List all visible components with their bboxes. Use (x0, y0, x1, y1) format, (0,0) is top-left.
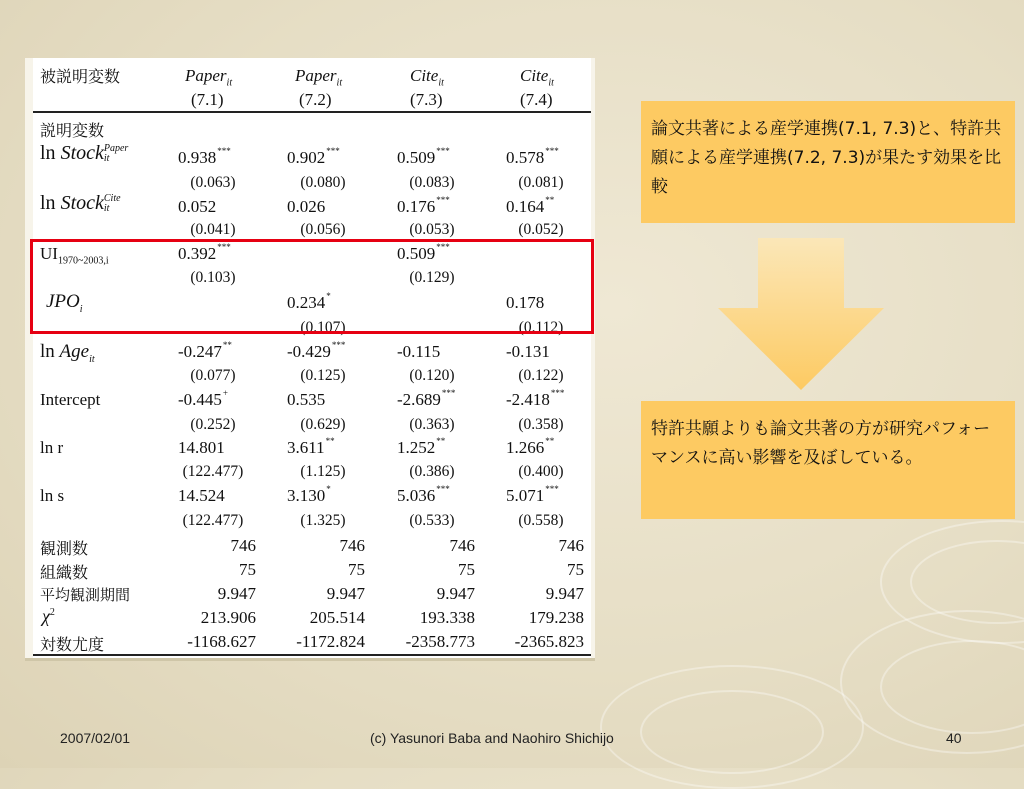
stat-cell: 746 (558, 536, 584, 555)
se-cell: (0.083) (409, 174, 455, 191)
se-cell: (1.125) (300, 463, 346, 480)
coef-cell: 0.026 (287, 197, 326, 216)
highlight-box (30, 239, 594, 334)
model-number: (7.2) (299, 90, 332, 109)
coef-cell: 0.902*** (287, 146, 340, 167)
se-cell: (0.629) (300, 416, 346, 433)
stat-cell: 193.338 (419, 608, 475, 627)
se-cell: (122.477) (182, 512, 244, 529)
model-header: Cite$_{it}$ (410, 66, 444, 89)
callout-conclusion-text: 特許共願よりも論文共著の方が研究パフォーマンスに高い影響を及ぼしている。 (651, 419, 991, 468)
se-cell: (0.358) (518, 416, 564, 433)
coef-cell: 0.392*** (178, 242, 231, 263)
se-cell: (0.252) (190, 416, 236, 433)
se-cell: (0.056) (300, 221, 346, 238)
down-arrow-icon (718, 238, 884, 390)
dependent-variable-label: 被説明変数 (40, 67, 121, 86)
stat-label: 対数尤度 (40, 635, 105, 654)
se-cell: (0.125) (300, 367, 346, 384)
se-cell: (0.080) (300, 174, 346, 191)
stat-cell: 179.238 (528, 608, 584, 627)
coef-cell: -0.131 (506, 342, 550, 361)
stat-cell: 75 (348, 560, 365, 579)
row-label-stock-paper: ln StockPaper it (40, 142, 129, 165)
row-label-ui: $UI_{1970\sim 2003,i}$ (40, 244, 109, 267)
stat-cell: 9.947 (436, 584, 475, 603)
row-label-ln-s: ln s (40, 486, 65, 505)
callout-comparison-text: 論文共著による産学連携(7.1, 7.3)と、特許共願による産学連携(7.2, 7.3)が果たす効果を比較 (651, 119, 1002, 197)
table-rule-top (33, 111, 591, 113)
coef-cell: 14.524 (178, 486, 225, 505)
coef-cell: -2.689*** (397, 388, 456, 409)
stat-cell: 75 (458, 560, 475, 579)
model-number: (7.3) (410, 90, 443, 109)
page-number: 40 (946, 730, 962, 746)
stat-cell: 9.947 (545, 584, 584, 603)
coef-cell: 1.252** (397, 436, 446, 457)
coef-cell: 0.164** (506, 195, 555, 216)
se-cell: (0.107) (300, 319, 346, 336)
row-label-jpo: $JPO_i$ (46, 291, 83, 315)
stat-cell: -2365.823 (514, 632, 584, 651)
model-header: Cite$_{it}$ (520, 66, 554, 89)
se-cell: (0.533) (409, 512, 455, 529)
callout-conclusion (641, 401, 1015, 519)
coef-cell: 5.071*** (506, 484, 559, 505)
table-rule-bottom (33, 654, 591, 656)
se-cell: (1.325) (300, 512, 346, 529)
model-header: Paper$_{it}$ (185, 66, 233, 89)
se-cell: (0.053) (409, 221, 455, 238)
se-cell: (0.120) (409, 367, 455, 384)
model-header: Paper$_{it}$ (295, 66, 343, 89)
stat-cell: 205.514 (309, 608, 365, 627)
se-cell: (0.558) (518, 512, 564, 529)
stat-cell: -2358.773 (405, 632, 475, 651)
stat-cell: 746 (449, 536, 475, 555)
stat-cell: 9.947 (217, 584, 256, 603)
stat-label: 平均観測期間 (40, 586, 131, 604)
coef-cell: -2.418*** (506, 388, 565, 409)
stat-cell: -1168.627 (187, 632, 256, 651)
row-label-ln-r: ln r (40, 438, 64, 457)
se-cell: (0.081) (518, 174, 564, 191)
callout-comparison (641, 101, 1015, 223)
stat-cell: 746 (339, 536, 365, 555)
se-cell: (122.477) (182, 463, 244, 480)
coef-cell: -0.247** (178, 340, 232, 361)
se-cell: (0.122) (518, 367, 564, 384)
stat-cell: 9.947 (326, 584, 365, 603)
model-number: (7.1) (191, 90, 224, 109)
se-cell: (0.129) (409, 269, 455, 286)
coef-cell: 0.052 (178, 197, 217, 216)
row-label-intercept: Intercept (40, 390, 101, 409)
stat-cell: -1172.824 (296, 632, 365, 651)
stat-label: 観測数 (40, 539, 89, 558)
stat-label: 組織数 (40, 563, 89, 582)
coef-cell: 0.578*** (506, 146, 559, 167)
se-cell: (0.063) (190, 174, 236, 191)
stat-cell: 75 (567, 560, 584, 579)
model-number: (7.4) (520, 90, 553, 109)
se-cell: (0.386) (409, 463, 455, 480)
se-cell: (0.363) (409, 416, 455, 433)
coef-cell: -0.429*** (287, 340, 346, 361)
coef-cell: 0.234* (287, 291, 331, 312)
coef-cell: 0.509*** (397, 242, 450, 263)
coef-cell: 0.535 (287, 390, 326, 409)
footer-date: 2007/02/01 (60, 730, 131, 746)
se-cell: (0.041) (190, 221, 236, 238)
se-cell: (0.400) (518, 463, 564, 480)
se-cell: (0.103) (190, 269, 236, 286)
stat-cell: 213.906 (200, 608, 256, 627)
stat-cell: 75 (239, 560, 256, 579)
coef-cell: 0.178 (506, 293, 545, 312)
stat-cell: 746 (230, 536, 256, 555)
coef-cell: 3.611** (287, 436, 335, 457)
explanatory-section-label: 説明変数 (40, 121, 105, 140)
coef-cell: -0.445+ (178, 388, 228, 409)
row-label-age: ln Age$_{it}$ (40, 341, 95, 365)
coef-cell: 0.509*** (397, 146, 450, 167)
se-cell: (0.052) (518, 221, 564, 238)
coef-cell: 0.938*** (178, 146, 231, 167)
se-cell: (0.077) (190, 367, 236, 384)
coef-cell: 0.176*** (397, 195, 450, 216)
se-cell: (0.112) (518, 319, 564, 336)
coef-cell: 5.036*** (397, 484, 450, 505)
coef-cell: 14.801 (178, 438, 225, 457)
coef-cell: 1.266** (506, 436, 555, 457)
stat-label-chi-square: $\chi^2$ (42, 606, 55, 626)
coef-cell: 3.130* (287, 484, 331, 505)
row-label-stock-cite: ln StockCite it (40, 192, 121, 215)
footer-credit: (c) Yasunori Baba and Naohiro Shichijo (370, 730, 614, 746)
coef-cell: -0.115 (397, 342, 441, 361)
